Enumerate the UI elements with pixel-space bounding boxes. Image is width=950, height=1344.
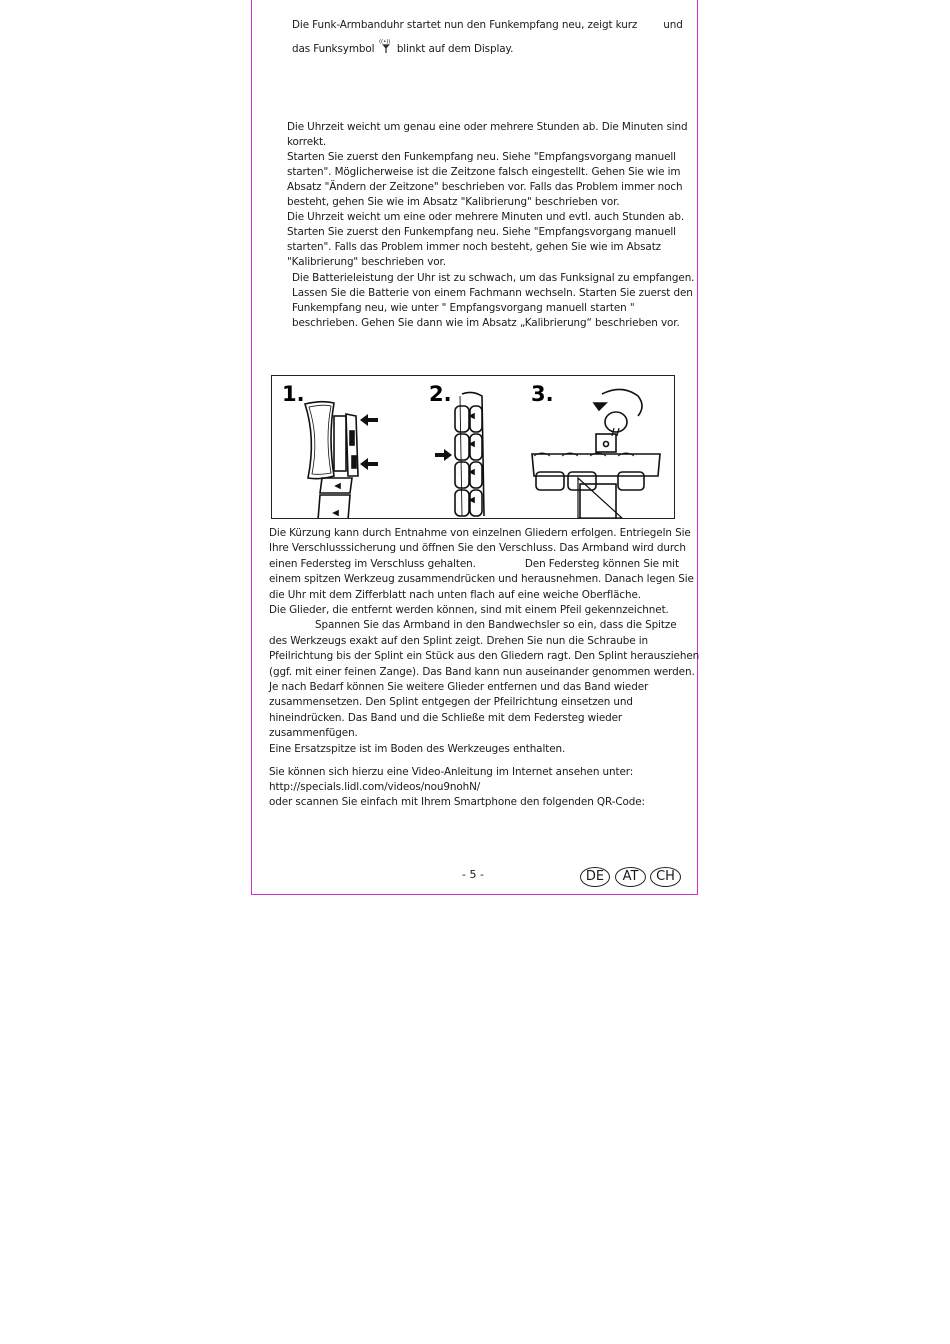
battery-line: beschrieben. Gehen Sie dann wie im Absatz „Kalibrierung“ beschrieben vor. <box>292 317 680 329</box>
shortening-line <box>269 634 699 649</box>
video-line-3: oder scannen Sie einfach mit Ihrem Smartphone den folgenden QR-Code: <box>269 796 645 809</box>
radio-restart-line-1: Die Funk-Armbanduhr startet nun den Funkempfang neu, zeigt kurz <box>292 19 638 31</box>
shortening-line <box>269 742 699 757</box>
shortening-line-text: des Werkzeugs exakt auf den Splint zeigt. Drehen Sie nun die Schraube in <box>269 634 649 647</box>
shortening-line <box>269 541 699 556</box>
shortening-line-text: hineindrücken. Das Band und die Schließe mit dem Federsteg wieder <box>269 711 623 724</box>
troubleshooting-line: Starten Sie zuerst den Funkempfang neu. Siehe "Empfangsvorgang manuell <box>287 151 676 163</box>
troubleshooting-line: korrekt. <box>287 136 327 148</box>
battery-line: Die Batterieleistung der Uhr ist zu schwach, um das Funksignal zu empfangen. <box>292 272 695 284</box>
page-number: - 5 - <box>462 868 484 881</box>
step-3-label: 3. <box>531 382 554 406</box>
shortening-line-text: zusammenfügen. <box>269 727 358 740</box>
country-badge-at: AT <box>615 867 646 887</box>
battery-line: Funkempfang neu, wie unter " Empfangsvorgang manuell starten " <box>292 302 635 314</box>
troubleshooting-line: Starten Sie zuerst den Funkempfang neu. Siehe "Empfangsvorgang manuell <box>287 226 676 238</box>
shortening-line-text: Ihre Verschlusssicherung und öffnen Sie den Verschluss. Das Armband wird durch <box>269 542 686 555</box>
shortening-line <box>269 588 699 603</box>
step-3-tool-drawing <box>532 389 660 519</box>
troubleshooting-line: starten". Falls das Problem immer noch besteht, gehen Sie wie im Absatz <box>287 241 662 253</box>
radio-restart-line-2-start: das Funksymbol <box>292 43 375 55</box>
strap-shortening-illustration <box>272 376 675 519</box>
shortening-line-text: die Uhr mit dem Zifferblatt nach unten flach auf eine weiche Oberfläche. <box>269 588 642 601</box>
shortening-line-text: Eine Ersatzspitze ist im Boden des Werkzeuges enthalten. <box>269 742 566 755</box>
shortening-line-text: Die Glieder, die entfernt werden können, sind mit einem Pfeil gekennzeichnet. <box>269 604 669 617</box>
troubleshooting-line: starten". Möglicherweise ist die Zeitzone falsch eingestellt. Gehen Sie wie im <box>287 166 681 178</box>
step-1-clasp-drawing <box>305 402 358 519</box>
shortening-line <box>269 526 699 541</box>
step-2-arrow <box>435 449 452 461</box>
step-1-label: 1. <box>282 382 305 406</box>
shortening-line-text: Je nach Bedarf können Sie weitere Glieder entfernen und das Band wieder <box>269 681 649 694</box>
shortening-line <box>269 695 699 710</box>
strap-shortening-figure <box>271 375 675 519</box>
shortening-line <box>269 726 699 741</box>
svg-text:((•)): ((•)) <box>378 39 390 45</box>
shortening-line-text: Pfeilrichtung bis der Splint ein Stück aus den Gliedern ragt. Den Splint herausziehen <box>269 650 700 663</box>
shortening-text <box>269 526 699 757</box>
radio-restart-line-1-end: und <box>663 19 683 31</box>
video-line-1: Sie können sich hierzu eine Video-Anleitung im Internet ansehen unter: <box>269 766 634 778</box>
shortening-line-text: einem spitzen Werkzeug zusammendrücken und herausnehmen. Danach legen Sie <box>269 573 694 586</box>
shortening-line-text: Die Kürzung kann durch Entnahme von einzelnen Gliedern erfolgen. Entriegeln Sie <box>269 527 691 539</box>
shortening-line <box>269 572 699 587</box>
shortening-line-text: einen Federsteg im Verschluss gehalten. <box>269 557 476 570</box>
step-2-label: 2. <box>429 382 452 406</box>
battery-line: Lassen Sie die Batterie von einem Fachmann wechseln. Starten Sie zuerst den <box>292 287 693 299</box>
shortening-line-text: (ggf. mit einer feinen Zange). Das Band kann nun auseinander genommen werden. <box>269 665 695 678</box>
shortening-line <box>269 618 699 633</box>
troubleshooting-line: besteht, gehen Sie wie im Absatz "Kalibrierung" beschrieben vor. <box>287 196 620 208</box>
radio-restart-text <box>292 18 683 57</box>
troubleshooting-line: "Kalibrierung" beschrieben vor. <box>287 256 446 268</box>
shortening-line <box>269 603 699 618</box>
shortening-line <box>269 680 699 695</box>
troubleshooting-line: Absatz "Ändern der Zeitzone" beschrieben vor. Falls das Problem immer noch <box>287 181 683 193</box>
shortening-line <box>269 711 699 726</box>
shortening-line <box>269 665 699 680</box>
shortening-line-text: Spannen Sie das Armband in den Bandwechsler so ein, dass die Spitze <box>315 619 677 632</box>
video-url: http://specials.lidl.com/videos/nou9nohN/ <box>269 781 481 794</box>
shortening-line <box>269 557 699 572</box>
step-1-arrows <box>360 414 378 470</box>
shortening-line-text-b: Den Federsteg können Sie mit <box>524 557 679 570</box>
shortening-line-text: zusammensetzen. Den Splint entgegen der Pfeilrichtung einsetzen und <box>269 696 633 709</box>
troubleshooting-text <box>287 120 688 270</box>
radio-restart-line-2-end: blinkt auf dem Display. <box>396 43 514 55</box>
battery-text <box>292 271 694 331</box>
country-badge-de: DE <box>580 867 610 887</box>
video-text <box>269 765 645 811</box>
troubleshooting-line: Die Uhrzeit weicht um eine oder mehrere Minuten und evtl. auch Stunden ab. <box>287 211 685 223</box>
step-2-links-drawing <box>455 392 484 516</box>
radio-signal-icon <box>378 38 394 52</box>
troubleshooting-line: Die Uhrzeit weicht um genau eine oder mehrere Stunden ab. Die Minuten sind <box>287 121 688 133</box>
country-badge-ch: CH <box>650 867 681 887</box>
shortening-line <box>269 649 699 664</box>
